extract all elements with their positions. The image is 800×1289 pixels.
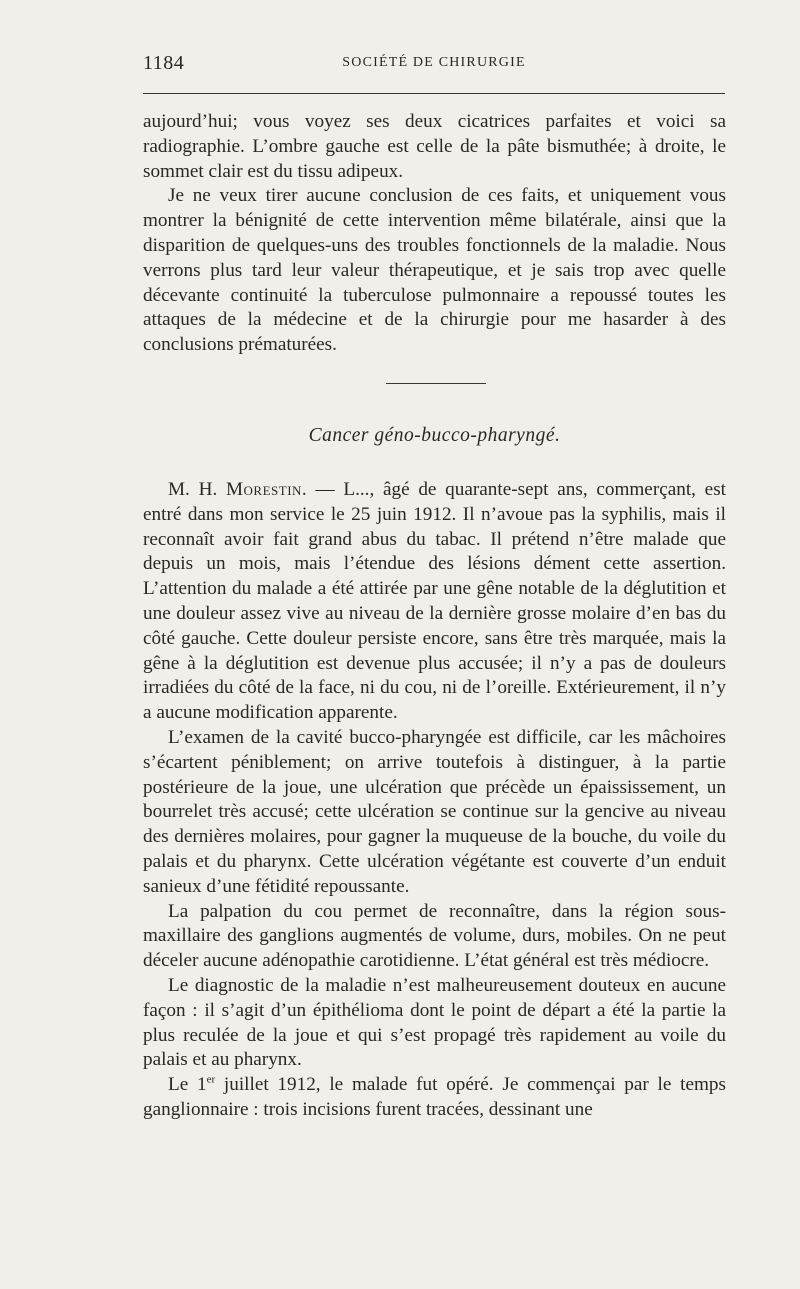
paragraph: Le diagnostic de la maladie n’est malheureusement douteux en aucune façon : il s’agit d’un épithélioma dont le point de départ a été la partie la plus reculée de la joue et qui s’est propagé très rapidement au voile du palais et au pharynx. [143, 974, 726, 1071]
running-head: SOCIÉTÉ DE CHIRURGIE [342, 55, 526, 70]
paragraph [143, 1073, 726, 1123]
paragraph: Je ne veux tirer aucune conclusion de ces faits, et uniquement vous montrer la bénignité de cette intervention même bilatérale, ainsi que la disparition de quelques-uns des troubles fonctionnels de la maladie. Nous verrons plus tard leur valeur thérapeutique, et je sais trop avec quelle décevante continuité la tuberculose pulmonnaire a repoussé toutes les attaques de la médecine et de la chirurgie pour me hasarder à des conclusions prématurées. [143, 185, 726, 356]
header-rule [143, 93, 725, 94]
page-header [143, 52, 725, 76]
text-block-continuation [143, 110, 726, 358]
paragraph-continued: aujourd’hui; vous voyez ses deux cicatrices parfaites et voici sa radiographie. L’ombre gauche est celle de la pâte bismuthée; à droite, le sommet clair est du tissu adipeux. [143, 111, 726, 182]
paragraph: L’examen de la cavité bucco-pharyngée est difficile, car les mâchoires s’écartent péniblement; on arrive toutefois à distinguer, à la partie postérieure de la joue, une ulcération que précède un épaississement, un bourrelet très accusé; cette ulcération se continue sur la gencive au niveau des dernières molaires, pour gagner la muqueuse de la bouche, du voile du palais et du pharynx. Cette ulcération végétante est couverte d’un enduit sanieux d’une fétidité repoussante. [143, 726, 726, 897]
author-prefix: M. H. [168, 479, 226, 500]
operation-text: juillet 1912, le malade fut opéré. Je commençai par le temps ganglionnaire : trois incisions furent tracées, dessinant une [143, 1074, 726, 1120]
paragraph: La palpation du cou permet de reconnaître, dans la région sous-maxillaire des ganglions augmentés de volume, durs, mobiles. On ne peut déceler aucune adénopathie carotidienne. L’état général est très médiocre. [143, 900, 726, 972]
section-title: Cancer géno-bucco-pharyngé. [308, 425, 561, 446]
paragraph-case-intro [143, 478, 726, 726]
case-intro-text: . — L..., âgé de quarante-sept ans, commerçant, est entré dans mon service le 25 juin 1912. Il n’avoue pas la syphilis, mais il reconnaît avoir fait grand abus du tabac. Il prétend n’être malade que depuis un mois, mais l’étendue des lésions dément cette assertion. L’attention du malade a été attirée par une gêne notable de la déglutition et une douleur assez vive au niveau de la dernière grosse molaire d’en bas du côté gauche. Cette douleur persiste encore, sans être très marquée, mais la gêne à la déglutition est devenue plus accusée; il n’y a pas de douleurs irradiées du côté de la face, ni du cou, ni de l’oreille. Extérieurement, il n’y a aucune modification apparente. [143, 479, 726, 724]
section-divider [386, 383, 486, 384]
date-start: Le 1 [168, 1074, 207, 1096]
text-block-case [143, 478, 726, 1123]
author-name: Morestin [225, 479, 302, 500]
ordinal-superscript: er [206, 1073, 216, 1086]
page-number: 1184 [143, 52, 185, 74]
